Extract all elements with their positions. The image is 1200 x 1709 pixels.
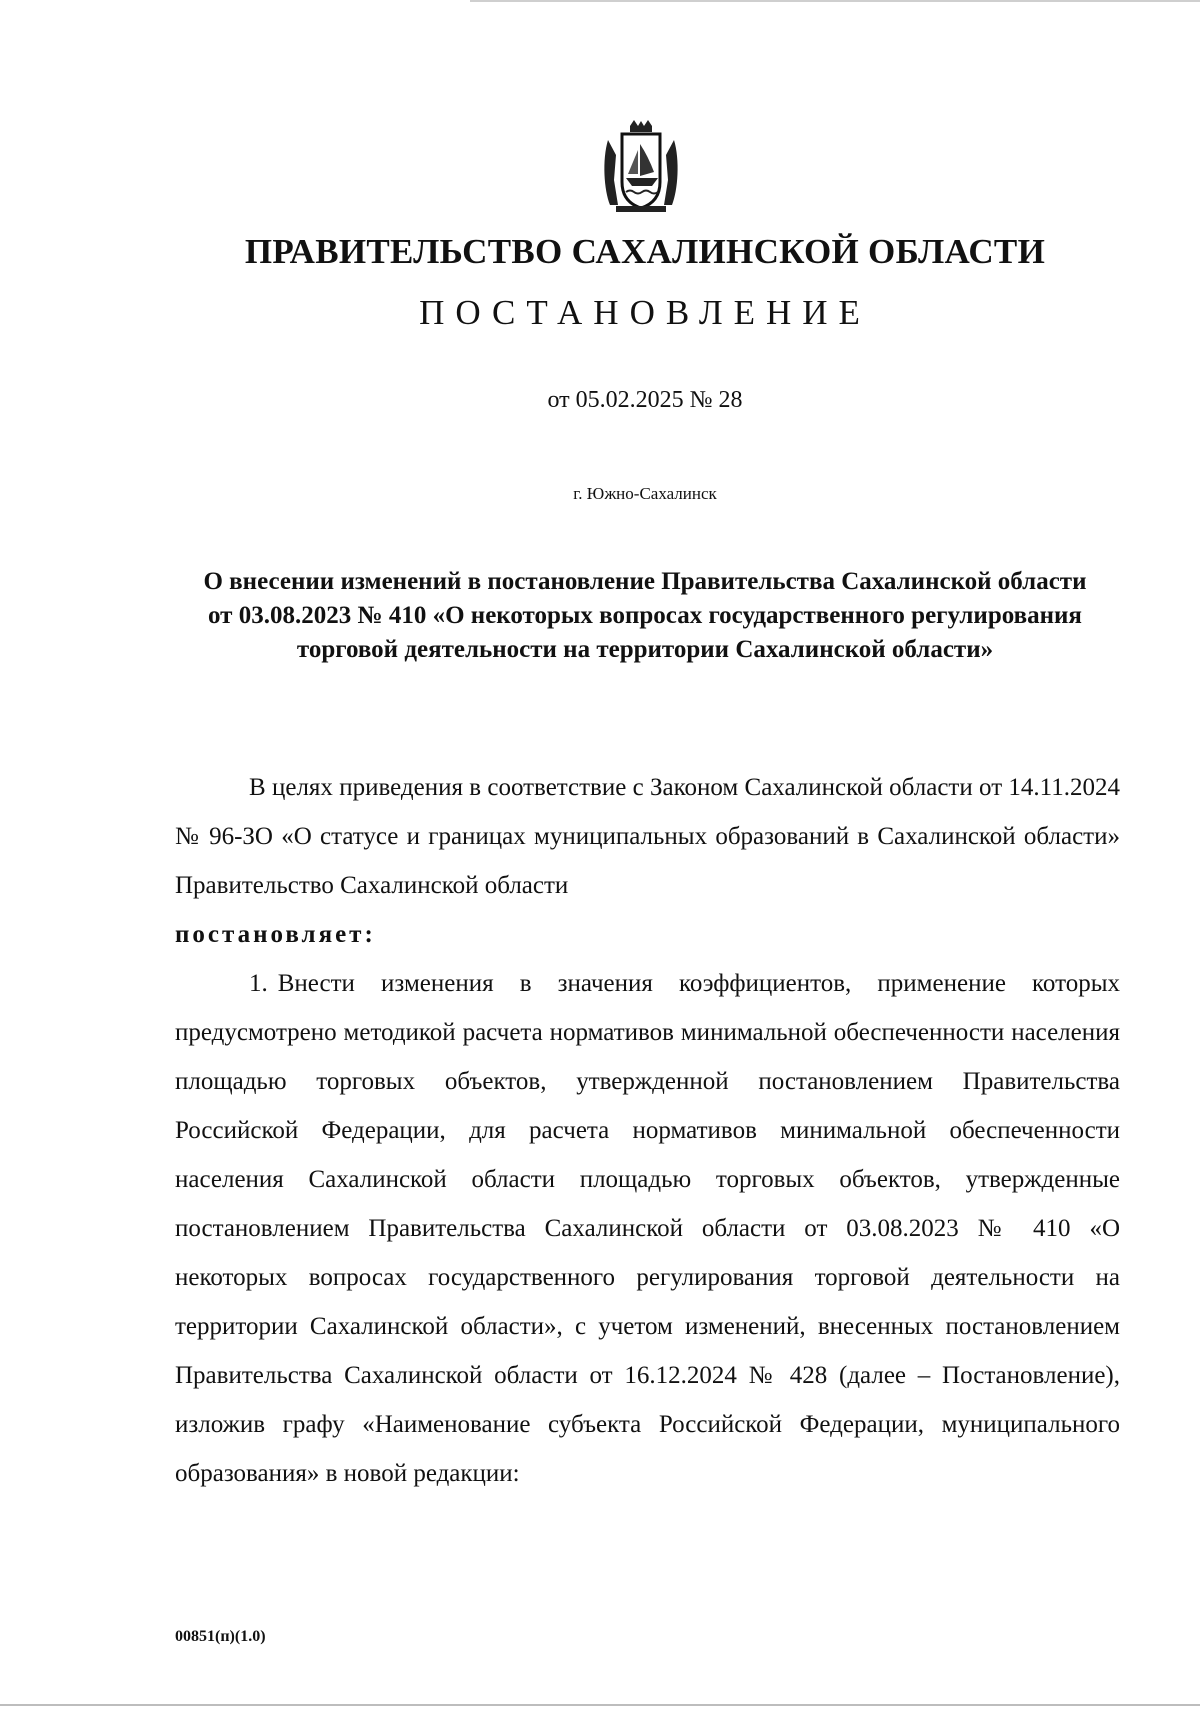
coat-of-arms-icon (600, 120, 682, 215)
document-code: 00851(п)(1.0) (175, 1628, 266, 1645)
organization-title: ПРАВИТЕЛЬСТВО САХАЛИНСКОЙ ОБЛАСТИ (244, 232, 1046, 271)
document-body (175, 763, 1120, 1498)
item-number: 1. (249, 970, 268, 997)
item-text: Внести изменения в значения коэффициентов, применение которых предусмотрено методикой расчета нормативов минимальной обеспеченности населения площадью торговых объектов, утвержденной постановлением Правительства Российской Федерации, для расчета нормативов минимальной обеспеченности населения Сахалинской области площадью торговых объектов, утвержденные постановлением Правительства Сахалинской области от 03.08.2023 № 410 «О некоторых вопросах государственного регулирования торговой деятельности на территории Сахалинской области», с учетом изменений, внесенных постановлением Правительства Сахалинской области от 16.12.2024 № 428 (далее – Постановление), изложив графу «Наименование субъекта Российской Федерации, муниципального образования» в новой редакции: (175, 970, 1120, 1487)
resolves-text: постановляет: (175, 921, 376, 948)
document-title: О внесении изменений в постановление Правительства Сахалинской области от 03.08.2023 № 410 «О некоторых вопросах государственного регулирования торговой деятельности на территории Сахалинской области» (203, 568, 1087, 663)
document-date-number: от 05.02.2025 № 28 (547, 387, 743, 413)
scan-edge-bottom (0, 1704, 1200, 1706)
preamble-paragraph (175, 763, 1120, 910)
scan-edge-top (470, 0, 1200, 2)
preamble-text: В целях приведения в соответствие с Законом Сахалинской области от 14.11.2024 № 96-ЗО «О статусе и границах муниципальных образований в Сахалинской области» Правительство Сахалинской области (175, 774, 1120, 899)
document-city: г. Южно-Сахалинск (573, 484, 717, 503)
document-kind: ПОСТАНОВЛЕНИЕ (419, 293, 871, 332)
item-paragraph (175, 959, 1120, 1498)
